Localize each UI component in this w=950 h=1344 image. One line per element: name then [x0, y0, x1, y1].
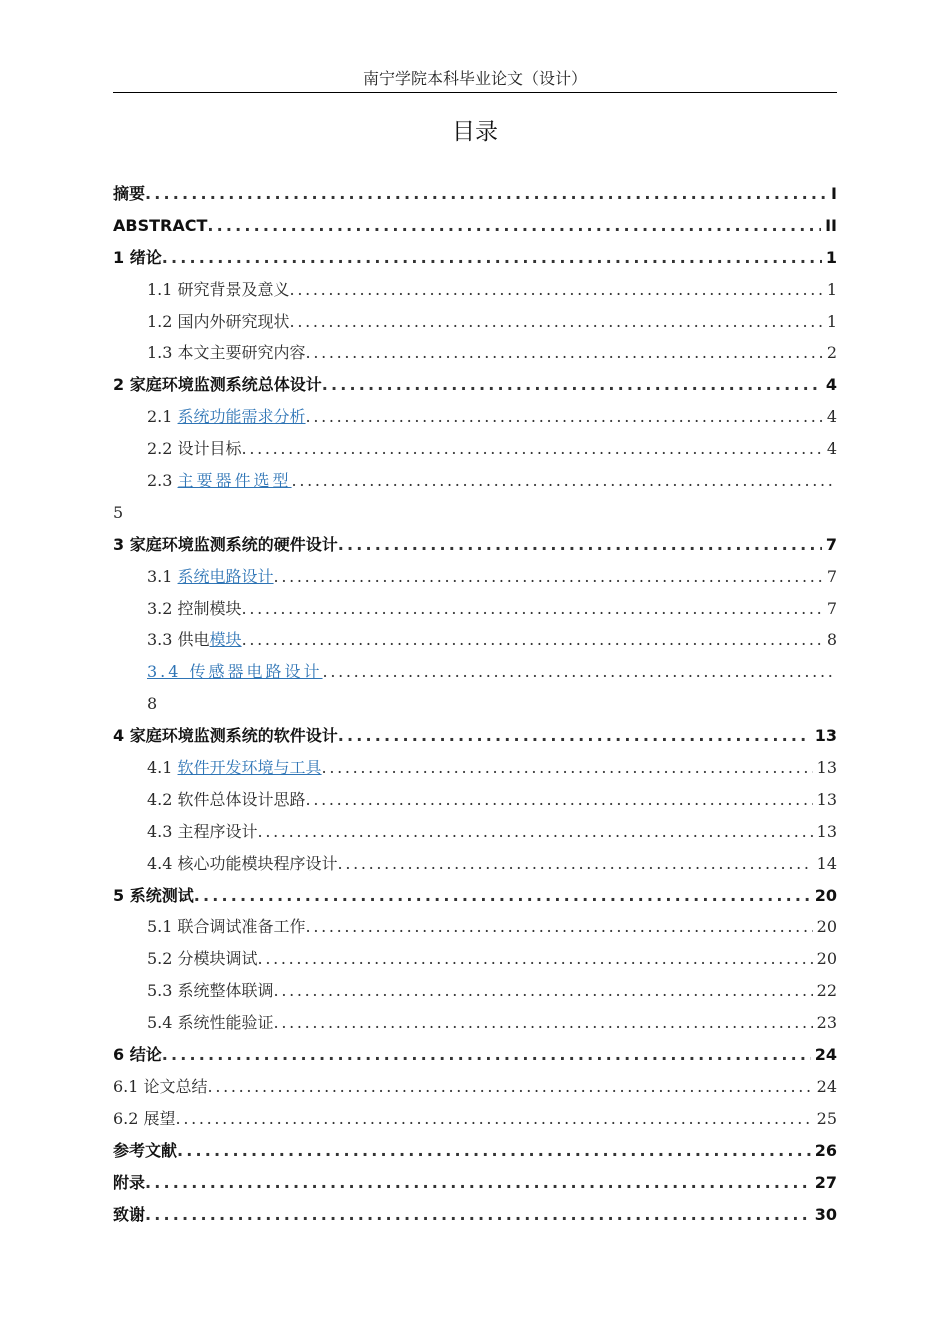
- toc-leader-dots: [274, 975, 813, 1007]
- toc-entry-label: [113, 1199, 145, 1231]
- toc-entry-link[interactable]: 3.4 传感器电路设计: [147, 662, 323, 682]
- toc-page-number: 25: [816, 1108, 837, 1128]
- toc-entry-label: [147, 306, 290, 338]
- toc-entry[interactable]: [113, 529, 837, 561]
- toc-entry-text: 4.2 软件总体设计思路: [147, 789, 306, 809]
- toc-leader-dots: [306, 401, 823, 433]
- toc-entry[interactable]: [113, 593, 837, 625]
- toc-entry-number: 2.3: [147, 471, 178, 491]
- toc-leader-dots: [338, 848, 813, 880]
- toc-leader-dots: [258, 816, 813, 848]
- toc-entry-text: 5 系统测试: [113, 885, 194, 905]
- toc-page-number: 20: [814, 885, 837, 905]
- toc-entry-label: [147, 752, 322, 784]
- toc-entry-label: [147, 274, 290, 306]
- toc-page-number: 13: [816, 821, 837, 841]
- toc-leader-dots: [306, 337, 823, 369]
- toc-entry[interactable]: [113, 433, 837, 465]
- toc-entry-text: 3.2 控制模块: [147, 598, 242, 618]
- toc-entry[interactable]: [113, 401, 837, 433]
- toc-entry-text: 4.4 核心功能模块程序设计: [147, 853, 338, 873]
- toc-entry-number: 2.1: [147, 407, 178, 427]
- toc-page-number: 13: [816, 758, 837, 778]
- toc-entry[interactable]: [113, 1135, 837, 1167]
- toc-page-number: 22: [816, 981, 837, 1001]
- toc-entry[interactable]: [113, 210, 837, 242]
- toc-entry-label: [147, 401, 306, 433]
- toc-entry-number: 3.3 供电: [147, 630, 210, 650]
- toc-page-number: 26: [814, 1140, 837, 1160]
- toc-entry[interactable]: [113, 1039, 837, 1071]
- toc-entry[interactable]: [113, 1167, 837, 1199]
- toc-leader-dots: [177, 1135, 811, 1167]
- toc-leader-dots: [162, 242, 822, 274]
- toc-page-number: 4: [825, 375, 837, 395]
- toc-entry-text: 附录: [113, 1172, 146, 1192]
- toc-entry-label: [147, 561, 274, 593]
- toc-leader-dots: [145, 1167, 811, 1199]
- toc-entry-label: [147, 911, 306, 943]
- toc-entry-text: 2.2 设计目标: [147, 439, 242, 459]
- toc-entry-text: 参考文献: [113, 1140, 178, 1160]
- toc-entry[interactable]: [113, 1199, 837, 1231]
- toc-page-number: 4: [826, 407, 837, 427]
- toc-entry-text: 1 绪论: [113, 247, 162, 267]
- toc-entry-text: 摘要: [113, 184, 146, 203]
- toc-page-number: II: [825, 215, 837, 235]
- toc-leader-dots: [242, 433, 823, 465]
- toc-entry[interactable]: [113, 178, 837, 210]
- toc-entry[interactable]: [113, 1103, 837, 1135]
- toc-entry-label: [147, 1007, 274, 1039]
- toc-entry-label: [113, 178, 145, 210]
- toc-entry-text: 1.3 本文主要研究内容: [147, 343, 306, 363]
- toc-entry-label: [113, 1135, 177, 1167]
- toc-entry-label: [147, 624, 242, 656]
- toc-entry-label: [147, 337, 306, 369]
- toc-entry-text: 6.2 展望: [113, 1108, 176, 1128]
- toc-entry[interactable]: [113, 1071, 837, 1103]
- toc-entry[interactable]: [113, 337, 837, 369]
- toc-entry-text: 6.1 论文总结: [113, 1076, 208, 1096]
- toc-page-number: 30: [814, 1204, 837, 1224]
- toc-leader-dots: [207, 210, 821, 242]
- toc-entry-label: [113, 1039, 162, 1071]
- page-header: 南宁学院本科毕业论文（设计）: [113, 66, 837, 93]
- toc-page-number: I: [831, 184, 837, 203]
- toc-entry[interactable]: [113, 911, 837, 943]
- toc-leader-dots: [258, 943, 813, 975]
- toc-entry[interactable]: [113, 1007, 837, 1039]
- toc-page-number: 7: [826, 566, 837, 586]
- toc-leader-dots: [274, 561, 823, 593]
- toc-entry-label: [113, 1103, 176, 1135]
- toc-entry-label: [113, 529, 338, 561]
- toc-title: 目录: [452, 119, 498, 145]
- toc-leader-dots: [292, 465, 837, 497]
- toc-entry-label: [113, 1071, 208, 1103]
- toc-page-number: 4: [826, 439, 837, 459]
- toc-leader-dots: [145, 1199, 811, 1231]
- toc-entry-label: [147, 784, 306, 816]
- toc-entry-text: 5.2 分模块调试: [147, 949, 258, 969]
- toc-entry-continuation: [113, 688, 837, 720]
- toc-entry-label: [113, 880, 194, 912]
- toc-entry-number: 4.1: [147, 758, 178, 778]
- toc-entry[interactable]: [113, 943, 837, 975]
- toc-entry-text: 5.3 系统整体联调: [147, 981, 274, 1001]
- toc-page-number: 27: [814, 1172, 837, 1192]
- toc-page-number: 8: [147, 694, 158, 714]
- toc-entry-text: 4 家庭环境监测系统的软件设计: [113, 726, 338, 746]
- toc-leader-dots: [176, 1103, 813, 1135]
- toc-entry[interactable]: [113, 880, 837, 912]
- toc-entry-continuation: [113, 497, 837, 529]
- toc-entry-link[interactable]: 系统电路设计: [177, 566, 274, 586]
- toc-page-number: 13: [816, 789, 837, 809]
- toc-entry-link[interactable]: 模块: [209, 630, 242, 650]
- toc-page-number: 1: [825, 247, 837, 267]
- toc-entry-label: [147, 593, 242, 625]
- toc-page-number: 24: [816, 1076, 837, 1096]
- toc-entry-label: [147, 656, 323, 688]
- toc-leader-dots: [322, 369, 822, 401]
- toc-page-number: 7: [825, 534, 837, 554]
- toc-leader-dots: [208, 1071, 813, 1103]
- toc-entry[interactable]: [113, 720, 837, 752]
- toc-entry-text: 3 家庭环境监测系统的硬件设计: [113, 534, 338, 554]
- toc-entry-text: 5.4 系统性能验证: [147, 1013, 274, 1033]
- toc-entry[interactable]: [113, 369, 837, 401]
- toc-entry-text: 致谢: [113, 1204, 146, 1224]
- toc-entry-label: [113, 720, 338, 752]
- toc-leader-dots: [306, 784, 813, 816]
- toc-entry-text: 2 家庭环境监测系统总体设计: [113, 375, 322, 395]
- toc-page-number: 23: [816, 1013, 837, 1033]
- toc-entry-label: [147, 816, 258, 848]
- toc-page-number: 1: [826, 311, 837, 331]
- toc-entry-label: [113, 242, 162, 274]
- toc-entry[interactable]: [113, 274, 837, 306]
- toc-leader-dots: [290, 274, 823, 306]
- toc-entry-label: [147, 975, 274, 1007]
- toc-entry[interactable]: [113, 656, 837, 688]
- toc-entry-text: ABSTRACT: [113, 215, 208, 235]
- toc-leader-dots: [322, 752, 813, 784]
- toc-leader-dots: [323, 656, 837, 688]
- toc-entry-link[interactable]: 系统功能需求分析: [177, 407, 306, 427]
- toc-entry-label: [147, 848, 338, 880]
- toc-entry[interactable]: [113, 975, 837, 1007]
- toc-entry-label: [113, 210, 207, 242]
- toc-entry-number: 3.1: [147, 566, 178, 586]
- toc-leader-dots: [274, 1007, 813, 1039]
- toc-entry[interactable]: [113, 306, 837, 338]
- toc-page-number: 8: [826, 630, 837, 650]
- toc-entry[interactable]: [113, 624, 837, 656]
- toc-page-number: 7: [826, 598, 837, 618]
- toc-leader-dots: [338, 529, 822, 561]
- toc-entry-label: [147, 433, 242, 465]
- toc-leader-dots: [145, 178, 827, 210]
- toc-entry-label: [147, 943, 258, 975]
- toc-entry[interactable]: [113, 242, 837, 274]
- toc-leader-dots: [194, 880, 811, 912]
- toc-entry-link[interactable]: 软件开发环境与工具: [177, 758, 322, 778]
- toc-entry[interactable]: [113, 784, 837, 816]
- toc-entry[interactable]: [113, 561, 837, 593]
- toc-page-number: 20: [816, 949, 837, 969]
- toc-leader-dots: [338, 720, 811, 752]
- toc-page-number: 14: [816, 853, 837, 873]
- toc-leader-dots: [242, 624, 823, 656]
- toc-page-number: 24: [814, 1045, 837, 1065]
- toc-entry[interactable]: [113, 848, 837, 880]
- toc-entry-label: [113, 1167, 145, 1199]
- toc-entry-text: 6 结论: [113, 1045, 162, 1065]
- table-of-contents: [113, 178, 837, 1230]
- toc-leader-dots: [306, 911, 813, 943]
- toc-entry[interactable]: [113, 752, 837, 784]
- toc-entry-text: 4.3 主程序设计: [147, 821, 258, 841]
- toc-entry-label: [147, 465, 292, 497]
- toc-page-number: 5: [113, 502, 124, 522]
- toc-entry-link[interactable]: 主要器件选型: [177, 471, 292, 491]
- toc-entry[interactable]: [113, 816, 837, 848]
- toc-page-number: 20: [816, 917, 837, 937]
- toc-entry-text: 1.1 研究背景及意义: [147, 279, 290, 299]
- toc-page-number: 1: [826, 279, 837, 299]
- toc-entry[interactable]: [113, 465, 837, 497]
- toc-leader-dots: [242, 593, 823, 625]
- toc-page-number: 13: [814, 726, 837, 746]
- toc-leader-dots: [162, 1039, 811, 1071]
- toc-entry-text: 5.1 联合调试准备工作: [147, 917, 306, 937]
- toc-leader-dots: [290, 306, 823, 338]
- toc-entry-text: 1.2 国内外研究现状: [147, 311, 290, 331]
- toc-page-number: 2: [826, 343, 837, 363]
- toc-entry-label: [113, 369, 322, 401]
